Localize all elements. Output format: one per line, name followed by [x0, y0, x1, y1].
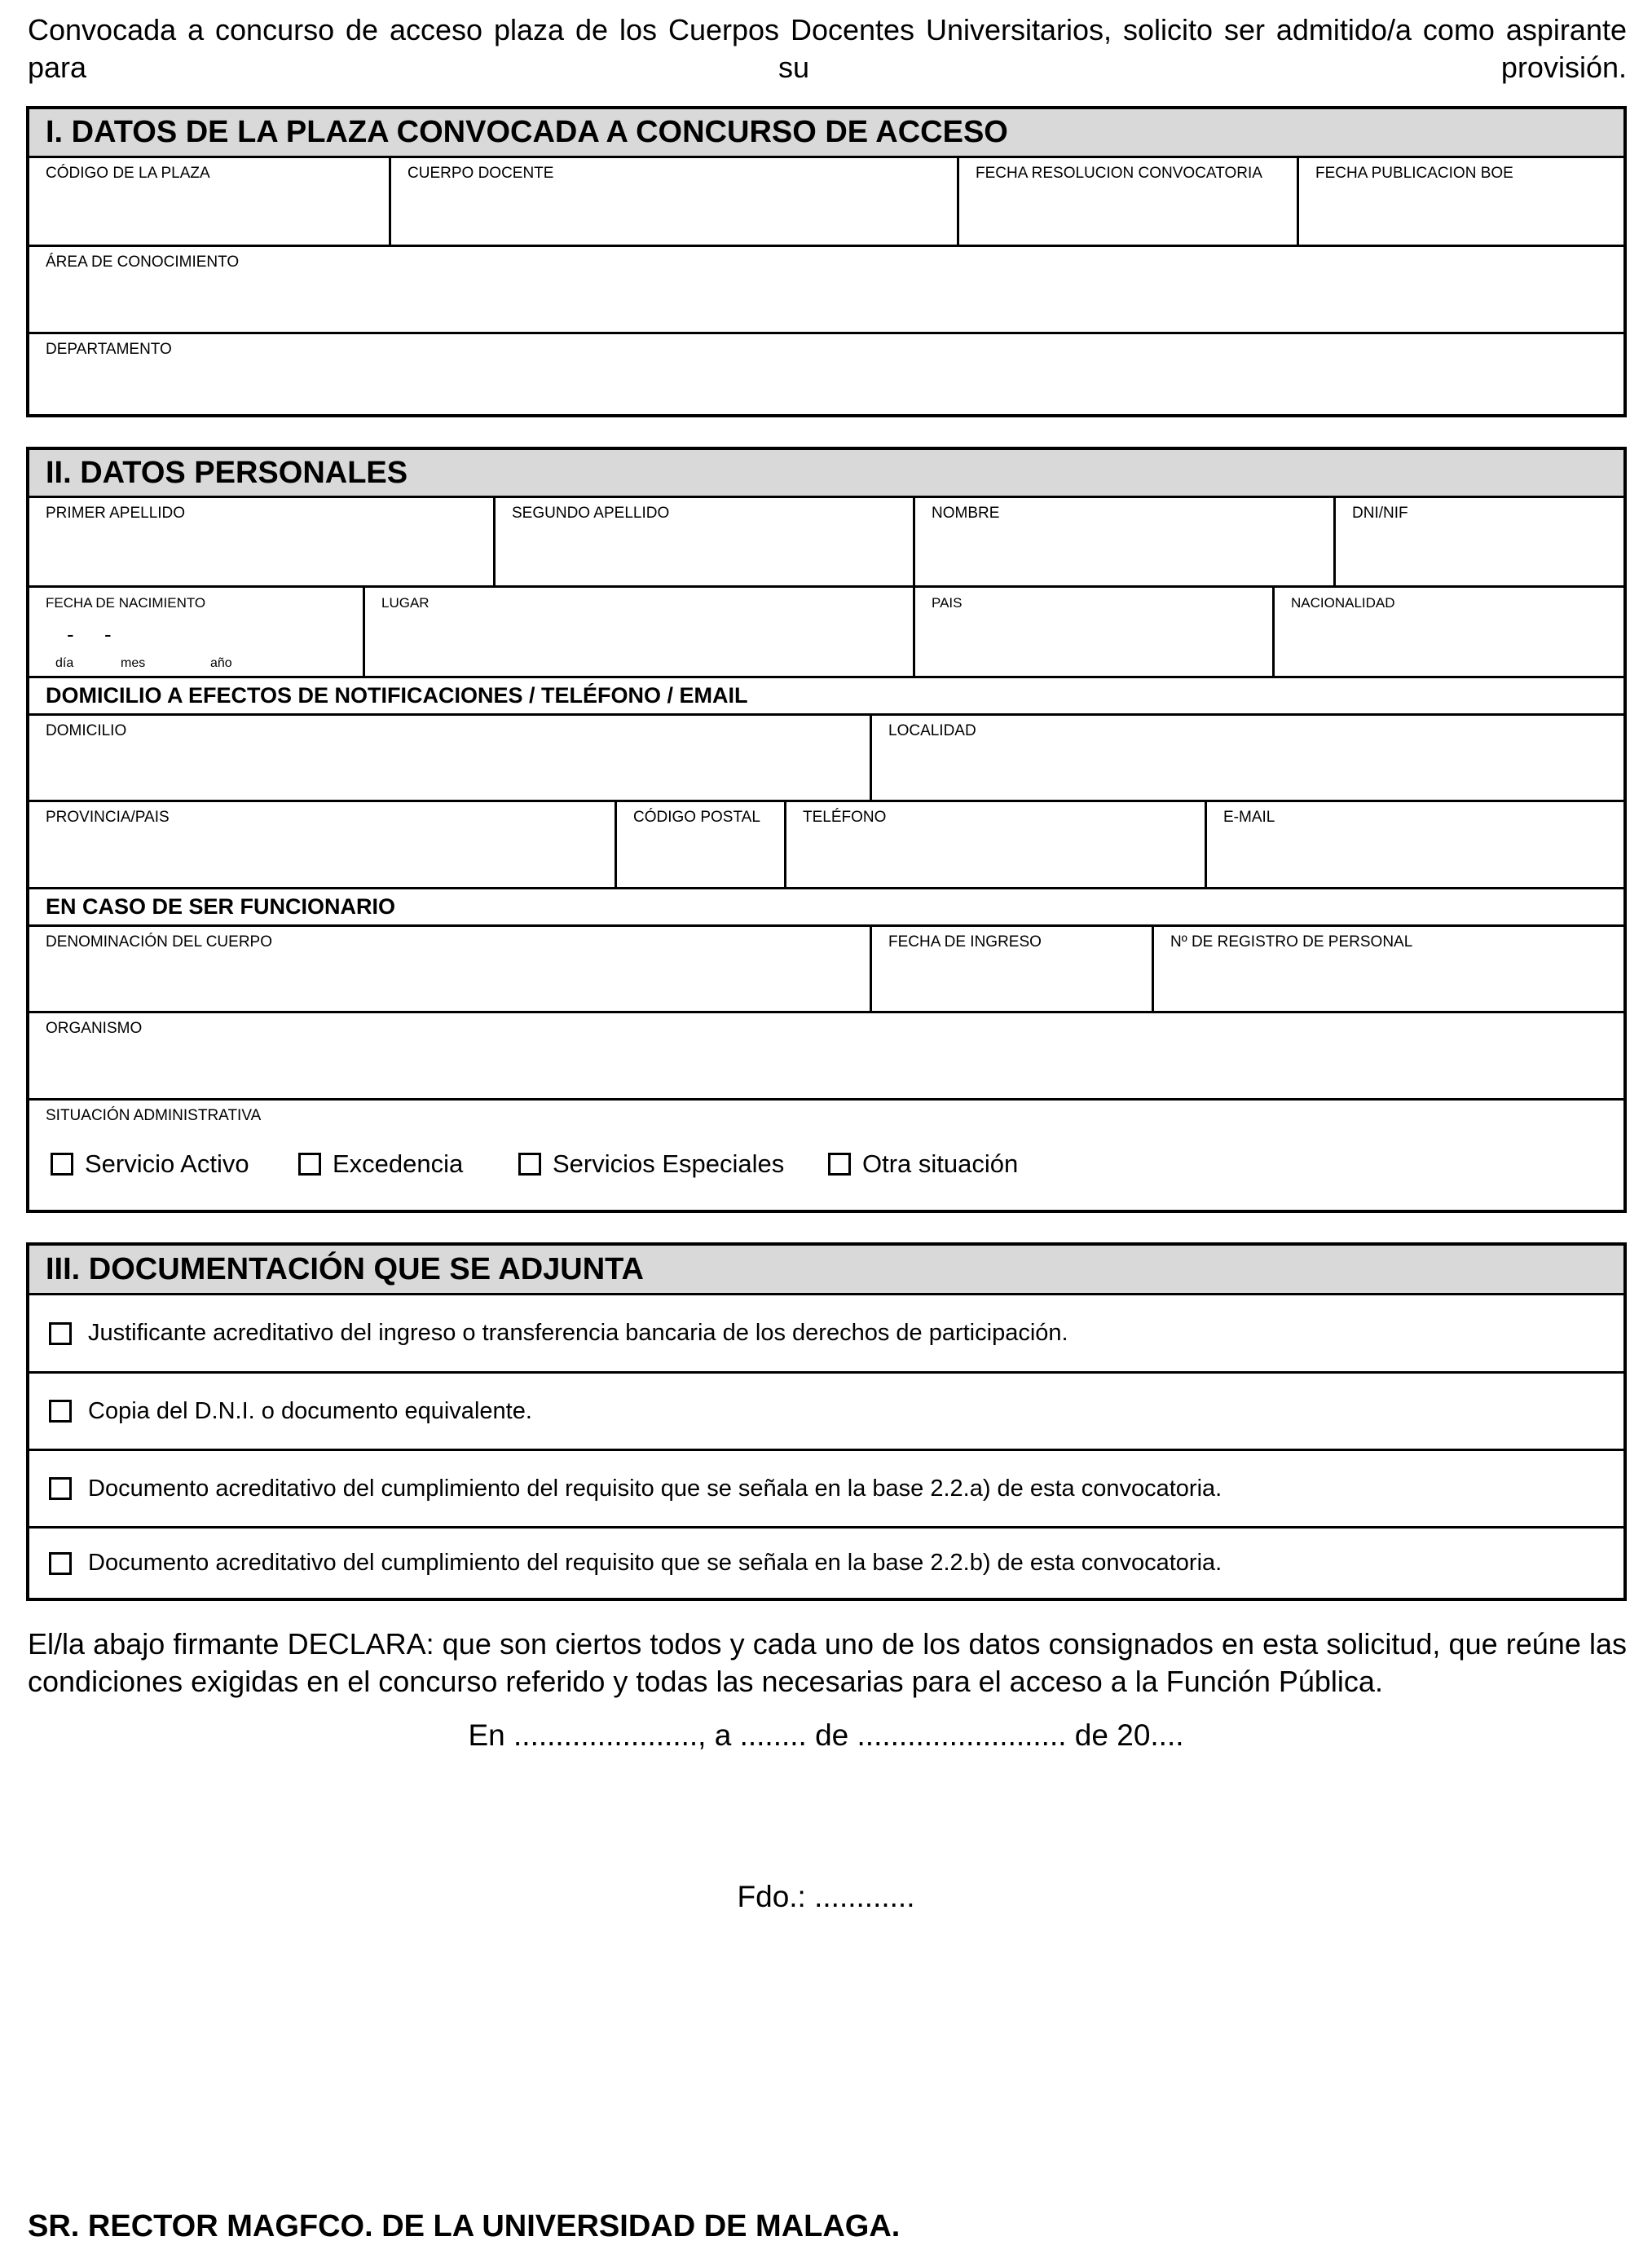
segundo-apellido-label: SEGUNDO APELLIDO	[512, 505, 670, 522]
cuerpo-docente-label: CUERPO DOCENTE	[407, 165, 554, 182]
telefono-label: TELÉFONO	[803, 809, 887, 826]
checkbox-icon[interactable]	[49, 1322, 72, 1345]
fecha-boe-label: FECHA PUBLICACION BOE	[1315, 165, 1513, 182]
fecha-ingreso-label: FECHA DE INGRESO	[888, 933, 1042, 951]
option-servicios-especiales[interactable]	[518, 1149, 785, 1178]
area-conocimiento-field[interactable]	[29, 247, 1623, 332]
checkbox-icon[interactable]	[49, 1552, 72, 1575]
codigo-postal-label: CÓDIGO POSTAL	[633, 809, 760, 826]
doc-item-requisito-b[interactable]	[29, 1526, 1623, 1598]
lugar-label: LUGAR	[381, 595, 430, 611]
email-field[interactable]	[1205, 802, 1623, 887]
doc-item-label: Copia del D.N.I. o documento equivalente.	[88, 1397, 532, 1424]
provincia-field[interactable]	[29, 802, 615, 887]
doc-item-label: Justificante acreditativo del ingreso o transferencia bancaria de los derechos de participación.	[88, 1320, 1068, 1346]
section-documentacion	[26, 1242, 1627, 1601]
doc-item-label: Documento acreditativo del cumplimiento del requisito que se señala en la base 2.2.b) de esta convocatoria.	[88, 1550, 1222, 1576]
fecha-nacimiento-label: FECHA DE NACIMIENTO	[46, 595, 206, 611]
option-label: Excedencia	[333, 1149, 464, 1178]
date-separator: -	[67, 622, 74, 646]
nombre-field[interactable]	[913, 498, 1333, 585]
denominacion-cuerpo-field[interactable]	[29, 927, 870, 1011]
checkbox-icon[interactable]	[49, 1400, 72, 1423]
email-label: E-MAIL	[1223, 809, 1275, 826]
place-date-line: En ......................, a ........ de ......................... de 20....	[468, 1718, 1184, 1752]
option-label: Servicios Especiales	[553, 1149, 785, 1178]
section-plaza-title: I. DATOS DE LA PLAZA CONVOCADA A CONCURSO DE ACCESO	[29, 109, 1623, 158]
domicilio-header: DOMICILIO A EFECTOS DE NOTIFICACIONES / TELÉFONO / EMAIL	[29, 676, 1623, 713]
fecha-boe-field[interactable]	[1297, 158, 1623, 245]
section-datos-personales-title: II. DATOS PERSONALES	[29, 450, 1623, 498]
option-label: Otra situación	[862, 1149, 1019, 1178]
segundo-apellido-field[interactable]	[493, 498, 913, 585]
dia-label: día	[55, 656, 74, 670]
registro-personal-label: Nº DE REGISTRO DE PERSONAL	[1170, 933, 1413, 951]
dni-label: DNI/NIF	[1352, 505, 1408, 522]
anio-label: año	[210, 656, 232, 670]
signature-line: Fdo.: ............	[737, 1880, 915, 1913]
intro-text: Convocada a concurso de acceso plaza de los Cuerpos Docentes Universitarios, solicito ser admitido/a como aspirante para su provisión.	[28, 13, 1627, 84]
date-separator: -	[104, 622, 112, 646]
nacionalidad-field[interactable]	[1272, 588, 1623, 676]
provincia-label: PROVINCIA/PAIS	[46, 809, 170, 826]
codigo-plaza-field[interactable]	[29, 158, 389, 245]
section-documentacion-title: III. DOCUMENTACIÓN QUE SE ADJUNTA	[29, 1246, 1623, 1295]
doc-item-justificante[interactable]	[29, 1295, 1623, 1371]
fecha-ingreso-field[interactable]	[870, 927, 1152, 1011]
checkbox-icon[interactable]	[298, 1153, 321, 1176]
telefono-field[interactable]	[784, 802, 1205, 887]
option-servicio-activo[interactable]	[51, 1149, 249, 1178]
organismo-field[interactable]	[29, 1013, 1623, 1098]
situacion-administrativa-label: SITUACIÓN ADMINISTRATIVA	[46, 1107, 262, 1124]
mes-label: mes	[121, 656, 146, 670]
codigo-plaza-label: CÓDIGO DE LA PLAZA	[46, 165, 210, 182]
lugar-field[interactable]	[363, 588, 913, 676]
section-datos-personales	[26, 447, 1627, 1213]
addressee: SR. RECTOR MAGFCO. DE LA UNIVERSIDAD DE MALAGA.	[28, 2209, 901, 2243]
checkbox-icon[interactable]	[51, 1153, 73, 1176]
departamento-field[interactable]	[29, 334, 1623, 414]
primer-apellido-field[interactable]	[29, 498, 493, 585]
pais-field[interactable]	[913, 588, 1272, 676]
domicilio-label: DOMICILIO	[46, 722, 127, 739]
option-excedencia[interactable]	[298, 1149, 464, 1178]
dni-field[interactable]	[1333, 498, 1623, 585]
fecha-resolucion-label: FECHA RESOLUCION CONVOCATORIA	[976, 165, 1262, 182]
denominacion-cuerpo-label: DENOMINACIÓN DEL CUERPO	[46, 933, 272, 951]
codigo-postal-field[interactable]	[615, 802, 784, 887]
doc-item-requisito-a[interactable]	[29, 1449, 1623, 1526]
cuerpo-docente-field[interactable]	[389, 158, 957, 245]
doc-item-label: Documento acreditativo del cumplimiento del requisito que se señala en la base 2.2.a) de esta convocatoria.	[88, 1475, 1222, 1502]
fecha-resolucion-field[interactable]	[957, 158, 1297, 245]
checkbox-icon[interactable]	[828, 1153, 851, 1176]
domicilio-field[interactable]	[29, 716, 870, 800]
section-plaza	[26, 106, 1627, 417]
nombre-label: NOMBRE	[932, 505, 1000, 522]
organismo-label: ORGANISMO	[46, 1020, 143, 1037]
nacionalidad-label: NACIONALIDAD	[1291, 595, 1395, 611]
checkbox-icon[interactable]	[49, 1477, 72, 1500]
fecha-nacimiento-field[interactable]	[29, 588, 363, 676]
option-otra-situacion[interactable]	[828, 1149, 1019, 1178]
declaration-text: El/la abajo firmante DECLARA: que son ciertos todos y cada uno de los datos consignados en esta solicitud, que reúne las condiciones exigidas en el concurso referido y todas las necesarias para el acceso a la Función Pública.	[28, 1627, 1627, 1698]
pais-label: PAIS	[932, 595, 963, 611]
primer-apellido-label: PRIMER APELLIDO	[46, 505, 186, 522]
localidad-field[interactable]	[870, 716, 1623, 800]
doc-item-dni[interactable]	[29, 1371, 1623, 1449]
option-label: Servicio Activo	[85, 1149, 249, 1178]
registro-personal-field[interactable]	[1152, 927, 1623, 1011]
departamento-label: DEPARTAMENTO	[46, 341, 172, 358]
localidad-label: LOCALIDAD	[888, 722, 976, 739]
area-conocimiento-label: ÁREA DE CONOCIMIENTO	[46, 254, 240, 271]
checkbox-icon[interactable]	[518, 1153, 541, 1176]
funcionario-header: EN CASO DE SER FUNCIONARIO	[29, 887, 1623, 924]
situacion-administrativa-field	[29, 1101, 1623, 1212]
